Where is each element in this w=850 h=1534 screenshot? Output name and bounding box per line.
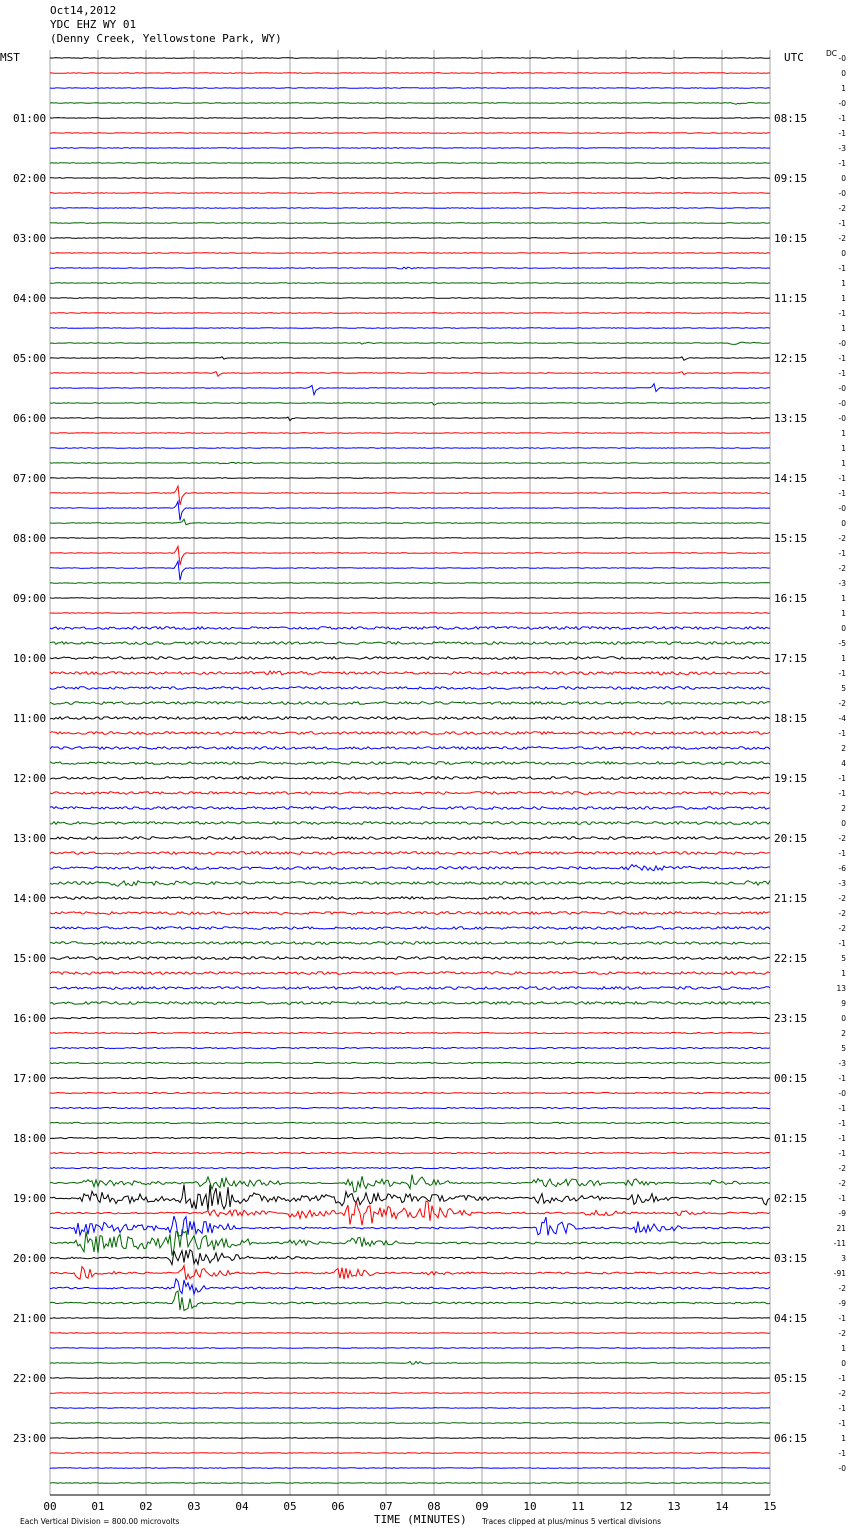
trace-35 xyxy=(50,583,770,584)
left-hour-label: 18:00 xyxy=(13,1132,47,1145)
trace-30 xyxy=(50,501,770,520)
dc-offset: -1 xyxy=(838,1149,846,1158)
trace-94 xyxy=(50,1468,770,1469)
dc-offset: 1 xyxy=(841,279,846,288)
dc-offset: -0 xyxy=(838,399,846,408)
trace-20 xyxy=(50,357,770,361)
trace-70 xyxy=(50,1107,770,1108)
trace-61 xyxy=(50,972,770,975)
dc-offset: -0 xyxy=(838,339,846,348)
dc-offset: -2 xyxy=(838,834,846,843)
trace-43 xyxy=(50,702,770,705)
dc-offset: -0 xyxy=(838,189,846,198)
x-tick-label: 15 xyxy=(763,1500,777,1513)
dc-offset: -0 xyxy=(838,504,846,513)
dc-offset: -1 xyxy=(838,1419,846,1428)
x-axis-label: TIME (MINUTES) xyxy=(374,1513,467,1526)
right-hour-label: 17:15 xyxy=(774,652,808,665)
dc-offset: -2 xyxy=(838,924,846,933)
dc-offset: -1 xyxy=(838,1134,846,1143)
left-hour-label: 07:00 xyxy=(13,472,47,485)
dc-offset: 1 xyxy=(841,1344,846,1353)
dc-offset: 1 xyxy=(841,84,846,93)
x-tick-label: 05 xyxy=(283,1500,297,1513)
trace-38 xyxy=(50,627,770,630)
dc-offset: -2 xyxy=(838,1284,846,1293)
dc-offset: -1 xyxy=(838,159,846,168)
trace-50 xyxy=(50,807,770,810)
right-hour-label: 02:15 xyxy=(774,1192,808,1205)
left-hour-label: 08:00 xyxy=(13,532,47,545)
dc-offset: -1 xyxy=(838,489,846,498)
dc-offset: -1 xyxy=(838,354,846,363)
dc-offset: -2 xyxy=(838,534,846,543)
trace-59 xyxy=(50,942,770,945)
trace-15 xyxy=(50,283,770,284)
left-hour-label: 22:00 xyxy=(13,1372,47,1385)
dc-offset: -0 xyxy=(838,384,846,393)
right-hour-label: 16:15 xyxy=(774,592,808,605)
right-axis-label: UTC xyxy=(784,51,804,64)
left-hour-label: 06:00 xyxy=(13,412,47,425)
trace-44 xyxy=(50,717,770,720)
dc-offset: 1 xyxy=(841,294,846,303)
trace-86 xyxy=(50,1348,770,1349)
right-hour-label: 15:15 xyxy=(774,532,808,545)
left-hour-label: 20:00 xyxy=(13,1252,47,1265)
trace-11 xyxy=(50,223,770,224)
trace-87 xyxy=(50,1361,770,1364)
trace-25 xyxy=(50,433,770,434)
trace-89 xyxy=(50,1393,770,1394)
dc-label: DC xyxy=(826,49,838,58)
dc-offset: -1 xyxy=(838,1374,846,1383)
dc-offset: -11 xyxy=(833,1239,846,1248)
trace-45 xyxy=(50,732,770,735)
dc-offset: 1 xyxy=(841,444,846,453)
dc-offset: -2 xyxy=(838,1164,846,1173)
trace-33 xyxy=(50,546,770,565)
right-hour-label: 05:15 xyxy=(774,1372,808,1385)
dc-offset: 0 xyxy=(841,249,846,258)
trace-72 xyxy=(50,1137,770,1138)
trace-66 xyxy=(50,1047,770,1048)
dc-offset: 1 xyxy=(841,429,846,438)
dc-offset: 2 xyxy=(841,1029,846,1038)
left-axis-label: MST xyxy=(0,51,20,64)
trace-29 xyxy=(50,486,770,505)
left-hour-label: 17:00 xyxy=(13,1072,47,1085)
trace-2 xyxy=(50,88,770,89)
x-tick-label: 12 xyxy=(619,1500,633,1513)
dc-offset: -0 xyxy=(838,414,846,423)
trace-16 xyxy=(50,298,770,299)
dc-offset: 3 xyxy=(841,1254,846,1263)
dc-offset: 5 xyxy=(841,954,846,963)
trace-57 xyxy=(50,912,770,915)
trace-21 xyxy=(50,372,770,377)
left-hour-label: 11:00 xyxy=(13,712,47,725)
dc-offset: 1 xyxy=(841,459,846,468)
trace-12 xyxy=(50,238,770,239)
trace-23 xyxy=(50,403,770,406)
dc-offset: 1 xyxy=(841,324,846,333)
dc-offset: -2 xyxy=(838,204,846,213)
dc-offset: 1 xyxy=(841,609,846,618)
trace-5 xyxy=(50,133,770,134)
trace-17 xyxy=(50,313,770,314)
trace-79 xyxy=(50,1230,770,1255)
trace-0 xyxy=(50,58,770,59)
right-hour-label: 06:15 xyxy=(774,1432,808,1445)
right-hour-label: 19:15 xyxy=(774,772,808,785)
trace-32 xyxy=(50,538,770,539)
trace-63 xyxy=(50,1002,770,1005)
dc-offset: -0 xyxy=(838,54,846,63)
left-hour-label: 23:00 xyxy=(13,1432,47,1445)
dc-offset: 9 xyxy=(841,999,846,1008)
left-hour-label: 09:00 xyxy=(13,592,47,605)
dc-offset: -1 xyxy=(838,264,846,273)
left-hour-label: 02:00 xyxy=(13,172,47,185)
dc-offset: -2 xyxy=(838,564,846,573)
dc-offset: -6 xyxy=(838,864,846,873)
trace-84 xyxy=(50,1318,770,1319)
dc-offset: 0 xyxy=(841,819,846,828)
station-location: (Denny Creek, Yellowstone Park, WY) xyxy=(50,32,282,45)
dc-offset: -1 xyxy=(838,309,846,318)
x-tick-label: 09 xyxy=(475,1500,489,1513)
left-hour-label: 04:00 xyxy=(13,292,47,305)
dc-offset: -1 xyxy=(838,939,846,948)
dc-offset: -4 xyxy=(838,714,846,723)
left-hour-label: 03:00 xyxy=(13,232,47,245)
trace-47 xyxy=(50,762,770,765)
dc-offset: 2 xyxy=(841,804,846,813)
dc-offset: -2 xyxy=(838,1179,846,1188)
left-hour-label: 01:00 xyxy=(13,112,47,125)
right-hour-label: 23:15 xyxy=(774,1012,808,1025)
dc-offset: 0 xyxy=(841,624,846,633)
dc-offset: 0 xyxy=(841,519,846,528)
trace-42 xyxy=(50,687,770,690)
left-hour-label: 19:00 xyxy=(13,1192,47,1205)
trace-85 xyxy=(50,1333,770,1334)
right-hour-label: 22:15 xyxy=(774,952,808,965)
right-hour-label: 01:15 xyxy=(774,1132,808,1145)
trace-95 xyxy=(50,1483,770,1484)
dc-offset: -1 xyxy=(838,849,846,858)
dc-offset: -1 xyxy=(838,729,846,738)
right-hour-label: 10:15 xyxy=(774,232,808,245)
dc-offset: -1 xyxy=(838,114,846,123)
trace-78 xyxy=(50,1216,770,1236)
right-hour-label: 11:15 xyxy=(774,292,808,305)
trace-6 xyxy=(50,148,770,149)
right-hour-label: 04:15 xyxy=(774,1312,808,1325)
left-hour-label: 10:00 xyxy=(13,652,47,665)
x-tick-label: 11 xyxy=(571,1500,585,1513)
dc-offset: 1 xyxy=(841,654,846,663)
trace-41 xyxy=(50,671,770,675)
dc-offset: 1 xyxy=(841,1434,846,1443)
trace-14 xyxy=(50,267,770,269)
dc-offset: -1 xyxy=(838,549,846,558)
left-hour-label: 15:00 xyxy=(13,952,47,965)
scale-note: Each Vertical Division = 800.00 microvolts xyxy=(20,1517,180,1526)
trace-65 xyxy=(50,1032,770,1033)
trace-26 xyxy=(50,448,770,449)
dc-offset: -5 xyxy=(838,639,846,648)
trace-81 xyxy=(50,1266,770,1281)
dc-offset: -0 xyxy=(838,1089,846,1098)
trace-40 xyxy=(50,657,770,660)
trace-9 xyxy=(50,193,770,194)
station-code: YDC EHZ WY 01 xyxy=(50,18,137,31)
dc-offset: 0 xyxy=(841,1359,846,1368)
dc-offset: -2 xyxy=(838,894,846,903)
dc-offset: -2 xyxy=(838,234,846,243)
right-hour-label: 13:15 xyxy=(774,412,808,425)
trace-90 xyxy=(50,1408,770,1409)
x-tick-label: 08 xyxy=(427,1500,441,1513)
trace-3 xyxy=(50,103,770,105)
chart-date: Oct14,2012 xyxy=(50,4,117,17)
dc-offset: 13 xyxy=(836,984,846,993)
right-hour-label: 18:15 xyxy=(774,712,808,725)
dc-offset: -2 xyxy=(838,1389,846,1398)
trace-8 xyxy=(50,177,770,178)
trace-19 xyxy=(50,342,770,344)
trace-91 xyxy=(50,1423,770,1424)
dc-offset: -1 xyxy=(838,474,846,483)
trace-82 xyxy=(50,1279,770,1295)
trace-1 xyxy=(50,73,770,74)
trace-52 xyxy=(50,837,770,840)
trace-27 xyxy=(50,462,770,463)
trace-69 xyxy=(50,1092,770,1093)
trace-60 xyxy=(50,957,770,960)
trace-28 xyxy=(50,478,770,479)
trace-93 xyxy=(50,1453,770,1454)
dc-offset: -1 xyxy=(838,129,846,138)
traces xyxy=(50,58,770,1484)
dc-offset: -2 xyxy=(838,1329,846,1338)
x-tick-label: 02 xyxy=(139,1500,153,1513)
trace-46 xyxy=(50,747,770,750)
trace-18 xyxy=(50,328,770,329)
trace-39 xyxy=(50,642,770,645)
left-hour-label: 14:00 xyxy=(13,892,47,905)
dc-offset: -2 xyxy=(838,909,846,918)
axis-labels xyxy=(13,54,846,1513)
right-hour-label: 03:15 xyxy=(774,1252,808,1265)
dc-offset: -1 xyxy=(838,1404,846,1413)
dc-offset: 1 xyxy=(841,594,846,603)
trace-53 xyxy=(50,852,770,855)
dc-offset: -3 xyxy=(838,879,846,888)
dc-offset: 0 xyxy=(841,174,846,183)
trace-62 xyxy=(50,987,770,990)
dc-offset: -91 xyxy=(833,1269,846,1278)
left-hour-label: 12:00 xyxy=(13,772,47,785)
dc-offset: -3 xyxy=(838,579,846,588)
trace-67 xyxy=(50,1062,770,1063)
trace-64 xyxy=(50,1017,770,1018)
trace-51 xyxy=(50,822,770,825)
dc-offset: -1 xyxy=(838,219,846,228)
x-tick-label: 01 xyxy=(91,1500,105,1513)
dc-offset: -1 xyxy=(838,1194,846,1203)
right-hour-label: 00:15 xyxy=(774,1072,808,1085)
trace-36 xyxy=(50,598,770,599)
x-tick-label: 13 xyxy=(667,1500,681,1513)
trace-75 xyxy=(50,1175,770,1193)
x-tick-label: 04 xyxy=(235,1500,249,1513)
dc-offset: -3 xyxy=(838,1059,846,1068)
trace-74 xyxy=(50,1167,770,1168)
dc-offset: 0 xyxy=(841,1014,846,1023)
x-tick-label: 06 xyxy=(331,1500,345,1513)
left-hour-label: 16:00 xyxy=(13,1012,47,1025)
trace-55 xyxy=(50,881,770,887)
grid xyxy=(50,50,770,1495)
trace-31 xyxy=(50,519,770,525)
trace-73 xyxy=(50,1152,770,1153)
left-hour-label: 13:00 xyxy=(13,832,47,845)
trace-13 xyxy=(50,253,770,254)
dc-offset: 21 xyxy=(836,1224,846,1233)
dc-offset: -1 xyxy=(838,1449,846,1458)
right-hour-label: 09:15 xyxy=(774,172,808,185)
dc-offset: -1 xyxy=(838,1104,846,1113)
right-hour-label: 08:15 xyxy=(774,112,808,125)
trace-34 xyxy=(50,561,770,580)
trace-4 xyxy=(50,118,770,119)
right-hour-label: 21:15 xyxy=(774,892,808,905)
dc-offset: -1 xyxy=(838,1119,846,1128)
dc-offset: -1 xyxy=(838,1074,846,1083)
trace-71 xyxy=(50,1122,770,1123)
trace-7 xyxy=(50,163,770,164)
x-tick-label: 07 xyxy=(379,1500,393,1513)
dc-offset: -9 xyxy=(838,1209,846,1218)
trace-77 xyxy=(50,1201,770,1225)
left-hour-label: 21:00 xyxy=(13,1312,47,1325)
trace-83 xyxy=(50,1291,770,1311)
x-tick-label: 00 xyxy=(43,1500,57,1513)
trace-92 xyxy=(50,1438,770,1439)
x-tick-label: 10 xyxy=(523,1500,537,1513)
trace-48 xyxy=(50,777,770,780)
x-tick-label: 14 xyxy=(715,1500,729,1513)
trace-88 xyxy=(50,1378,770,1379)
x-tick-label: 03 xyxy=(187,1500,201,1513)
dc-offset: 0 xyxy=(841,69,846,78)
left-hour-label: 05:00 xyxy=(13,352,47,365)
dc-offset: -0 xyxy=(838,99,846,108)
dc-offset: -1 xyxy=(838,369,846,378)
trace-22 xyxy=(50,384,770,395)
dc-offset: -1 xyxy=(838,1314,846,1323)
trace-24 xyxy=(50,417,770,421)
dc-offset: 1 xyxy=(841,969,846,978)
dc-offset: -9 xyxy=(838,1299,846,1308)
trace-58 xyxy=(50,927,770,930)
dc-offset: 5 xyxy=(841,684,846,693)
dc-offset: -0 xyxy=(838,1464,846,1473)
dc-offset: -1 xyxy=(838,669,846,678)
right-hour-label: 14:15 xyxy=(774,472,808,485)
right-hour-label: 20:15 xyxy=(774,832,808,845)
trace-80 xyxy=(50,1250,770,1265)
dc-offset: 2 xyxy=(841,744,846,753)
dc-offset: -1 xyxy=(838,774,846,783)
trace-68 xyxy=(50,1077,770,1078)
trace-56 xyxy=(50,897,770,900)
right-hour-label: 12:15 xyxy=(774,352,808,365)
dc-offset: -1 xyxy=(838,789,846,798)
clip-note: Traces clipped at plus/minus 5 vertical divisions xyxy=(482,1517,662,1526)
trace-54 xyxy=(50,865,770,871)
trace-37 xyxy=(50,613,770,614)
dc-offset: -3 xyxy=(838,144,846,153)
trace-49 xyxy=(50,792,770,795)
trace-10 xyxy=(50,208,770,209)
dc-offset: 4 xyxy=(841,759,846,768)
dc-offset: 5 xyxy=(841,1044,846,1053)
dc-offset: -2 xyxy=(838,699,846,708)
